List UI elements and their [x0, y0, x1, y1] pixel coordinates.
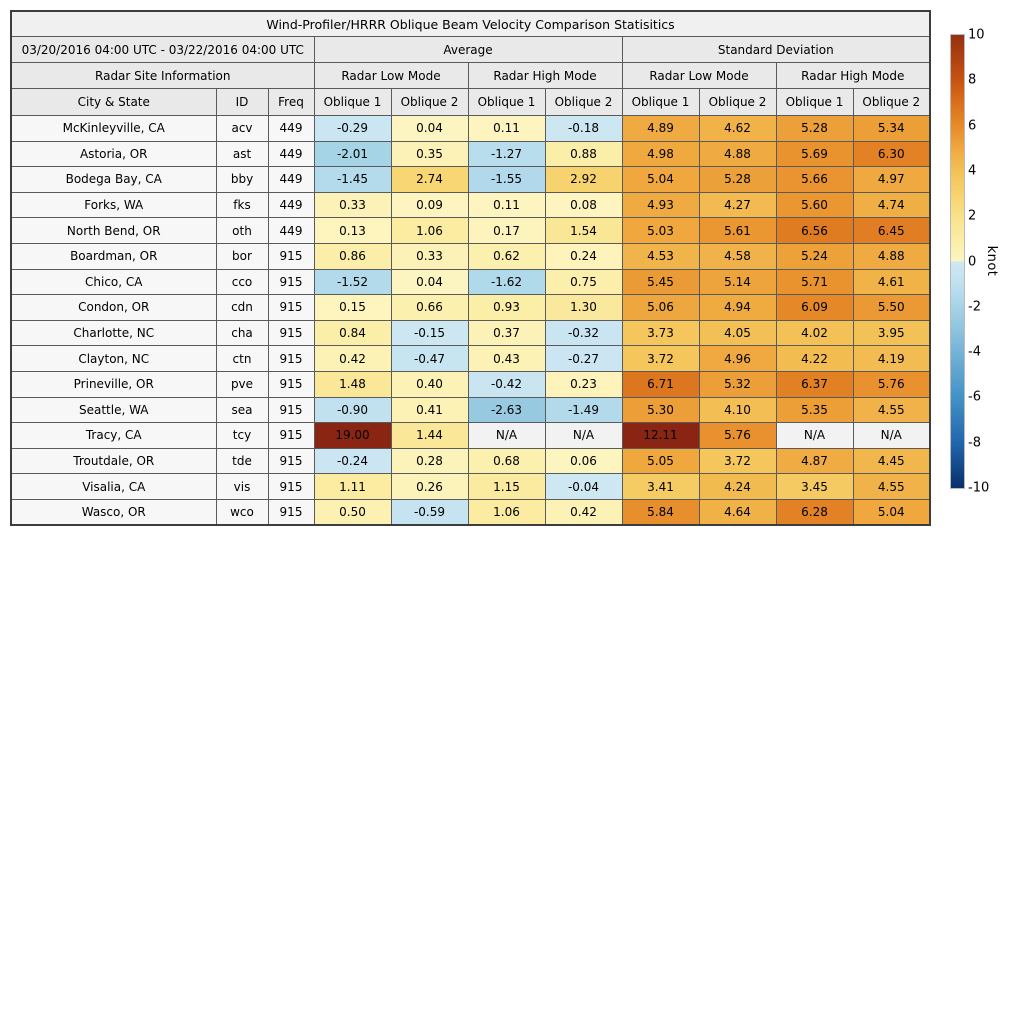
table-row	[11, 448, 930, 474]
colorbar-tick-label: -6	[968, 389, 981, 405]
value-cell: 5.61	[699, 218, 776, 244]
value-cell: -1.49	[545, 397, 622, 423]
value-cell: 4.89	[622, 116, 699, 142]
value-cell: 5.28	[776, 116, 853, 142]
colorbar-tick-label: 8	[968, 72, 977, 88]
value-cell: 1.30	[545, 295, 622, 321]
value-cell: 6.37	[776, 371, 853, 397]
city-cell: McKinleyville, CA	[11, 116, 216, 142]
id-cell: pve	[216, 371, 268, 397]
city-cell: Wasco, OR	[11, 499, 216, 525]
freq-cell: 915	[268, 269, 314, 295]
value-cell: 4.62	[699, 116, 776, 142]
value-cell: 4.87	[776, 448, 853, 474]
freq-cell: 915	[268, 448, 314, 474]
id-cell: vis	[216, 474, 268, 500]
value-cell: -2.01	[314, 141, 391, 167]
value-cell: 5.28	[699, 167, 776, 193]
value-cell: 4.96	[699, 346, 776, 372]
value-cell: -1.62	[468, 269, 545, 295]
mode-header-row	[11, 63, 930, 89]
city-cell: Bodega Bay, CA	[11, 167, 216, 193]
value-cell: 0.75	[545, 269, 622, 295]
value-cell: 1.06	[391, 218, 468, 244]
value-cell: 4.58	[699, 243, 776, 269]
value-cell: 4.64	[699, 499, 776, 525]
table-row	[11, 116, 930, 142]
value-cell: 4.02	[776, 320, 853, 346]
value-cell: 5.06	[622, 295, 699, 321]
value-cell: 5.30	[622, 397, 699, 423]
value-cell: 2.74	[391, 167, 468, 193]
group-header-row	[11, 37, 930, 63]
value-cell: 4.19	[853, 346, 930, 372]
city-cell: Forks, WA	[11, 192, 216, 218]
id-cell: tde	[216, 448, 268, 474]
value-cell: 6.71	[622, 371, 699, 397]
date-range: 03/20/2016 04:00 UTC - 03/22/2016 04:00 UTC	[11, 37, 314, 63]
value-cell: -0.15	[391, 320, 468, 346]
value-cell: N/A	[853, 423, 930, 449]
colorbar-tick-label: 4	[968, 163, 977, 179]
id-cell: ctn	[216, 346, 268, 372]
col-header-oblique: Oblique 1	[314, 89, 391, 116]
group-header-stddev: Standard Deviation	[622, 37, 930, 63]
value-cell: 5.60	[776, 192, 853, 218]
col-header-oblique: Oblique 2	[391, 89, 468, 116]
value-cell: 0.04	[391, 116, 468, 142]
freq-cell: 449	[268, 167, 314, 193]
value-cell: 12.11	[622, 423, 699, 449]
value-cell: 0.37	[468, 320, 545, 346]
table-row	[11, 192, 930, 218]
value-cell: 6.09	[776, 295, 853, 321]
value-cell: 4.98	[622, 141, 699, 167]
value-cell: 3.73	[622, 320, 699, 346]
id-cell: bby	[216, 167, 268, 193]
col-header-id: ID	[216, 89, 268, 116]
value-cell: 4.97	[853, 167, 930, 193]
value-cell: 5.14	[699, 269, 776, 295]
id-cell: cdn	[216, 295, 268, 321]
id-cell: acv	[216, 116, 268, 142]
colorbar-tick-label: -10	[968, 480, 990, 496]
value-cell: -0.04	[545, 474, 622, 500]
value-cell: 0.35	[391, 141, 468, 167]
value-cell: 3.72	[699, 448, 776, 474]
value-cell: 0.24	[545, 243, 622, 269]
value-cell: 1.15	[468, 474, 545, 500]
table-row	[11, 371, 930, 397]
value-cell: 4.55	[853, 397, 930, 423]
value-cell: 0.33	[391, 243, 468, 269]
colorbar-tick-label: -2	[968, 299, 981, 315]
city-cell: Prineville, OR	[11, 371, 216, 397]
table-body	[11, 116, 930, 526]
value-cell: 4.74	[853, 192, 930, 218]
value-cell: 6.56	[776, 218, 853, 244]
id-cell: cco	[216, 269, 268, 295]
col-header-freq: Freq	[268, 89, 314, 116]
value-cell: 6.30	[853, 141, 930, 167]
value-cell: 0.42	[314, 346, 391, 372]
value-cell: 4.53	[622, 243, 699, 269]
freq-cell: 915	[268, 474, 314, 500]
value-cell: 0.84	[314, 320, 391, 346]
table-row	[11, 269, 930, 295]
value-cell: 4.55	[853, 474, 930, 500]
freq-cell: 915	[268, 499, 314, 525]
mode-header-std-low: Radar Low Mode	[622, 63, 776, 89]
value-cell: -0.29	[314, 116, 391, 142]
value-cell: 0.88	[545, 141, 622, 167]
value-cell: 5.03	[622, 218, 699, 244]
colorbar-tick-label: 0	[968, 254, 977, 269]
value-cell: 4.88	[853, 243, 930, 269]
city-cell: North Bend, OR	[11, 218, 216, 244]
colorbar-gradient	[951, 35, 964, 488]
city-cell: Astoria, OR	[11, 141, 216, 167]
value-cell: 0.11	[468, 116, 545, 142]
value-cell: -0.59	[391, 499, 468, 525]
id-cell: cha	[216, 320, 268, 346]
table-row	[11, 423, 930, 449]
freq-cell: 915	[268, 346, 314, 372]
value-cell: 0.86	[314, 243, 391, 269]
value-cell: 0.28	[391, 448, 468, 474]
freq-cell: 915	[268, 243, 314, 269]
value-cell: 19.00	[314, 423, 391, 449]
value-cell: 0.08	[545, 192, 622, 218]
value-cell: 4.05	[699, 320, 776, 346]
value-cell: 0.62	[468, 243, 545, 269]
value-cell: 5.32	[699, 371, 776, 397]
colorbar-tick-label: -4	[968, 344, 981, 360]
id-cell: ast	[216, 141, 268, 167]
value-cell: 1.48	[314, 371, 391, 397]
city-cell: Troutdale, OR	[11, 448, 216, 474]
city-cell: Seattle, WA	[11, 397, 216, 423]
colorbar-tick-label: 6	[968, 118, 977, 134]
value-cell: 0.23	[545, 371, 622, 397]
group-header-average: Average	[314, 37, 622, 63]
title-row	[11, 11, 930, 37]
stats-table	[10, 10, 931, 526]
value-cell: 3.41	[622, 474, 699, 500]
freq-cell: 915	[268, 320, 314, 346]
value-cell: 5.50	[853, 295, 930, 321]
value-cell: -0.32	[545, 320, 622, 346]
value-cell: -0.47	[391, 346, 468, 372]
value-cell: -0.24	[314, 448, 391, 474]
value-cell: 0.93	[468, 295, 545, 321]
value-cell: N/A	[776, 423, 853, 449]
freq-cell: 915	[268, 423, 314, 449]
id-cell: oth	[216, 218, 268, 244]
col-header-oblique: Oblique 2	[853, 89, 930, 116]
mode-header-std-high: Radar High Mode	[776, 63, 930, 89]
city-cell: Clayton, NC	[11, 346, 216, 372]
value-cell: 1.06	[468, 499, 545, 525]
value-cell: -0.90	[314, 397, 391, 423]
city-cell: Chico, CA	[11, 269, 216, 295]
value-cell: -2.63	[468, 397, 545, 423]
freq-cell: 449	[268, 218, 314, 244]
value-cell: 5.35	[776, 397, 853, 423]
id-cell: sea	[216, 397, 268, 423]
value-cell: 3.95	[853, 320, 930, 346]
freq-cell: 915	[268, 295, 314, 321]
id-cell: tcy	[216, 423, 268, 449]
colorbar-tick-label: 10	[968, 27, 985, 43]
value-cell: 4.61	[853, 269, 930, 295]
table-row	[11, 218, 930, 244]
value-cell: 0.17	[468, 218, 545, 244]
value-cell: 0.50	[314, 499, 391, 525]
value-cell: -0.27	[545, 346, 622, 372]
freq-cell: 449	[268, 192, 314, 218]
table-row	[11, 141, 930, 167]
value-cell: 6.28	[776, 499, 853, 525]
value-cell: 5.05	[622, 448, 699, 474]
value-cell: 5.84	[622, 499, 699, 525]
mode-header-avg-high: Radar High Mode	[468, 63, 622, 89]
col-header-oblique: Oblique 2	[545, 89, 622, 116]
col-header-oblique: Oblique 1	[622, 89, 699, 116]
value-cell: -1.45	[314, 167, 391, 193]
value-cell: N/A	[468, 423, 545, 449]
column-header-row	[11, 89, 930, 116]
value-cell: 5.69	[776, 141, 853, 167]
figure-title: Wind-Profiler/HRRR Oblique Beam Velocity Comparison Statisitics	[11, 11, 930, 37]
value-cell: -0.42	[468, 371, 545, 397]
freq-cell: 449	[268, 116, 314, 142]
value-cell: 0.09	[391, 192, 468, 218]
value-cell: 4.10	[699, 397, 776, 423]
table-row	[11, 346, 930, 372]
table-row	[11, 397, 930, 423]
value-cell: 5.45	[622, 269, 699, 295]
freq-cell: 449	[268, 141, 314, 167]
value-cell: 0.68	[468, 448, 545, 474]
value-cell: -1.27	[468, 141, 545, 167]
value-cell: 5.76	[699, 423, 776, 449]
city-cell: Boardman, OR	[11, 243, 216, 269]
table-row	[11, 243, 930, 269]
value-cell: -1.55	[468, 167, 545, 193]
value-cell: N/A	[545, 423, 622, 449]
id-cell: wco	[216, 499, 268, 525]
col-header-city: City & State	[11, 89, 216, 116]
value-cell: 0.13	[314, 218, 391, 244]
value-cell: 5.71	[776, 269, 853, 295]
table-row	[11, 499, 930, 525]
value-cell: 5.34	[853, 116, 930, 142]
table-row	[11, 295, 930, 321]
value-cell: 0.41	[391, 397, 468, 423]
value-cell: 4.93	[622, 192, 699, 218]
mode-header-avg-low: Radar Low Mode	[314, 63, 468, 89]
value-cell: 5.04	[622, 167, 699, 193]
value-cell: 0.15	[314, 295, 391, 321]
value-cell: 0.40	[391, 371, 468, 397]
value-cell: 5.76	[853, 371, 930, 397]
value-cell: 2.92	[545, 167, 622, 193]
value-cell: 1.54	[545, 218, 622, 244]
city-cell: Condon, OR	[11, 295, 216, 321]
value-cell: 3.45	[776, 474, 853, 500]
city-cell: Tracy, CA	[11, 423, 216, 449]
value-cell: 4.27	[699, 192, 776, 218]
value-cell: -1.52	[314, 269, 391, 295]
freq-cell: 915	[268, 397, 314, 423]
value-cell: 4.94	[699, 295, 776, 321]
value-cell: 0.42	[545, 499, 622, 525]
table-row	[11, 167, 930, 193]
col-header-oblique: Oblique 2	[699, 89, 776, 116]
col-header-oblique: Oblique 1	[776, 89, 853, 116]
value-cell: 0.04	[391, 269, 468, 295]
value-cell: 5.66	[776, 167, 853, 193]
id-cell: fks	[216, 192, 268, 218]
value-cell: 4.45	[853, 448, 930, 474]
colorbar-tick-label: -8	[968, 435, 981, 451]
value-cell: 4.24	[699, 474, 776, 500]
value-cell: 4.22	[776, 346, 853, 372]
value-cell: 0.11	[468, 192, 545, 218]
value-cell: 0.33	[314, 192, 391, 218]
value-cell: 6.45	[853, 218, 930, 244]
value-cell: -0.18	[545, 116, 622, 142]
col-header-oblique: Oblique 1	[468, 89, 545, 116]
site-info-header: Radar Site Information	[11, 63, 314, 89]
value-cell: 3.72	[622, 346, 699, 372]
colorbar-unit-label: knot	[984, 245, 999, 277]
value-cell: 5.24	[776, 243, 853, 269]
table-row	[11, 320, 930, 346]
city-cell: Charlotte, NC	[11, 320, 216, 346]
value-cell: 1.44	[391, 423, 468, 449]
colorbar-tick-label: 2	[968, 208, 977, 224]
value-cell: 0.06	[545, 448, 622, 474]
city-cell: Visalia, CA	[11, 474, 216, 500]
value-cell: 4.88	[699, 141, 776, 167]
id-cell: bor	[216, 243, 268, 269]
value-cell: 0.26	[391, 474, 468, 500]
value-cell: 0.43	[468, 346, 545, 372]
value-cell: 5.04	[853, 499, 930, 525]
freq-cell: 915	[268, 371, 314, 397]
table-row	[11, 474, 930, 500]
value-cell: 1.11	[314, 474, 391, 500]
value-cell: 0.66	[391, 295, 468, 321]
